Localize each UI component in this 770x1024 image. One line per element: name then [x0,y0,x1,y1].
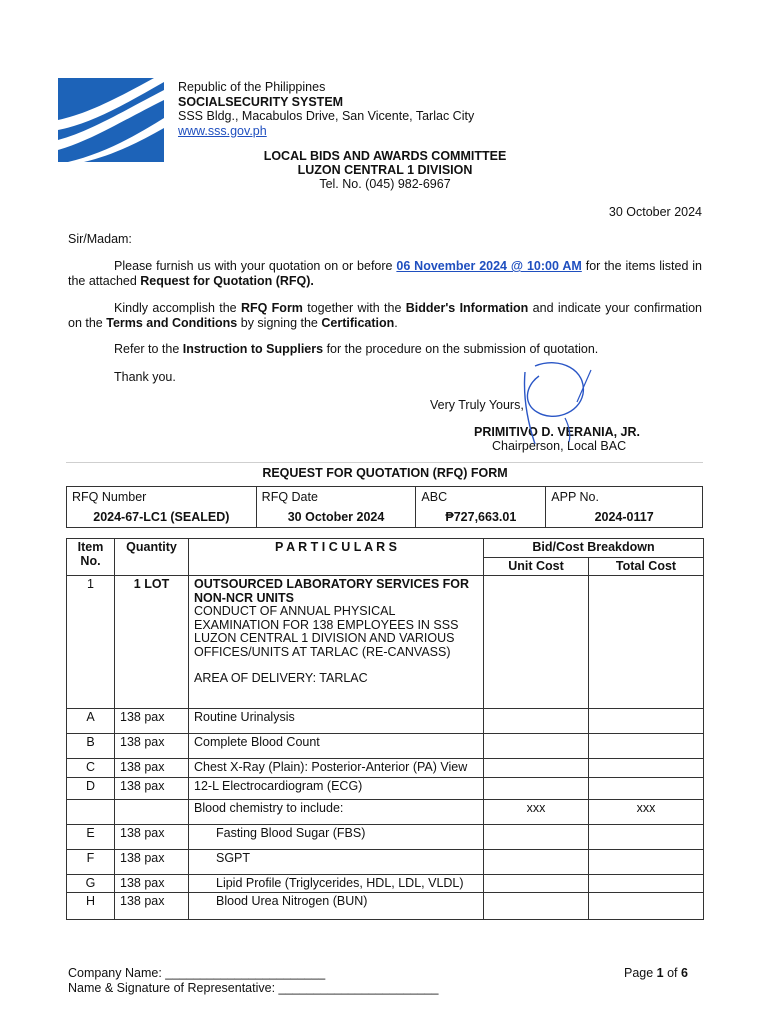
thank-you: Thank you. [114,370,176,384]
item-description: CONDUCT OF ANNUAL PHYSICAL EXAMINATION FOR 138 EMPLOYEES IN SSS LUZON CENTRAL 1 DIVISION AND VARIOUS OFFICES/UNITS AT TARLAC (RE-CANVASS) [194,604,459,659]
total-cost-cell: xxx [589,799,704,824]
item-quantity: 138 pax [115,893,189,920]
item-number: D [67,777,115,799]
item-quantity: 138 pax [115,849,189,874]
app-number: 2024-0117 [546,507,703,528]
item-quantity: 1 LOT [115,576,189,709]
unit-cost-cell [484,893,589,920]
total-cost-cell [589,709,704,734]
unit-cost-cell [484,759,589,778]
col-quantity: Quantity [115,539,189,576]
item-number [67,799,115,824]
telephone: Tel. No. (045) 982-6967 [319,177,451,191]
item-number: B [67,734,115,759]
paragraph-3: Refer to the Instruction to Suppliers for the procedure on the submission of quotation. [114,342,599,356]
unit-cost-cell: xxx [484,799,589,824]
rfq-header-table [66,486,703,528]
item-number: F [67,849,115,874]
table-row [67,709,704,734]
item-particulars: Chest X-Ray (Plain): Posterior-Anterior (PA) View [189,759,484,778]
item-quantity: 138 pax [115,824,189,849]
blood-chemistry-label: Blood chemistry to include: [189,799,484,824]
letter-date: 30 October 2024 [608,205,702,219]
col-unit-cost: Unit Cost [484,557,589,576]
item-particulars: Lipid Profile (Triglycerides, HDL, LDL, VLDL) [189,874,484,893]
item-quantity: 138 pax [115,734,189,759]
item-quantity: 138 pax [115,777,189,799]
letterhead [178,80,474,138]
item-particulars [189,576,484,709]
total-cost-cell [589,849,704,874]
unit-cost-cell [484,734,589,759]
col-particulars: P A R T I C U L A R S [189,539,484,576]
items-table [66,538,704,920]
item-quantity: 138 pax [115,759,189,778]
company-name-field[interactable]: Company Name: _______________________ [68,966,326,980]
org-address: SSS Bldg., Macabulos Drive, San Vicente, Tarlac City [178,109,475,123]
rfq-number-label: RFQ Number [67,487,257,508]
item-number: E [67,824,115,849]
total-cost-cell [589,874,704,893]
signature [505,356,595,446]
table-row [67,874,704,893]
item-particulars: Complete Blood Count [189,734,484,759]
website-link[interactable]: www.sss.gov.ph [178,123,267,138]
rfq-date: 30 October 2024 [256,507,416,528]
item-particulars: Blood Urea Nitrogen (BUN) [189,893,484,920]
item-quantity: 138 pax [115,874,189,893]
item-title: OUTSOURCED LABORATORY SERVICES FOR NON-NCR UNITS [194,577,470,605]
table-row [67,799,704,824]
unit-cost-cell [484,709,589,734]
total-cost-cell [589,576,704,709]
total-cost-cell [589,777,704,799]
app-label: APP No. [546,487,703,508]
unit-cost-cell [484,849,589,874]
unit-cost-cell [484,824,589,849]
total-cost-cell [589,759,704,778]
delivery-area: AREA OF DELIVERY: TARLAC [194,671,368,685]
unit-cost-cell [484,874,589,893]
item-number: 1 [67,576,115,709]
item-particulars: Fasting Blood Sugar (FBS) [189,824,484,849]
committee-name: LOCAL BIDS AND AWARDS COMMITTEE [263,149,507,163]
item-number: G [67,874,115,893]
item-number: C [67,759,115,778]
item-particulars: 12-L Electrocardiogram (ECG) [189,777,484,799]
signatory-name: PRIMITIVO D. VERANIA, JR. [474,425,640,439]
representative-field[interactable]: Name & Signature of Representative: _______________________ [68,981,439,995]
signatory-title: Chairperson, Local BAC [492,439,627,453]
salutation: Sir/Madam: [68,232,132,246]
item-number: H [67,893,115,920]
closing: Very Truly Yours, [430,398,524,412]
table-row [67,734,704,759]
rfq-date-label: RFQ Date [256,487,416,508]
table-row [67,759,704,778]
table-row [67,777,704,799]
divider [66,462,703,463]
paragraph-2: Kindly accomplish the RFQ Form together with the Bidder's Information and indicate your confirmation on the Terms and Conditions by signing the Certification. [68,301,702,330]
item-number: A [67,709,115,734]
item-quantity [115,799,189,824]
total-cost-cell [589,893,704,920]
item-particulars: Routine Urinalysis [189,709,484,734]
republic-line: Republic of the Philippines [178,80,326,94]
form-title: REQUEST FOR QUOTATION (RFQ) FORM [262,466,508,480]
footer [68,966,438,996]
col-breakdown: Bid/Cost Breakdown [484,539,704,558]
page-number: Page 1 of 6 [624,966,688,980]
deadline: 06 November 2024 @ 10:00 AM [396,259,582,273]
item-quantity: 138 pax [115,709,189,734]
abc-label: ABC [416,487,546,508]
item-particulars: SGPT [189,849,484,874]
table-row [67,576,704,709]
col-item: Item No. [67,539,115,576]
table-row [67,849,704,874]
abc-amount: ₱727,663.01 [416,507,546,528]
rfq-number: 2024-67-LC1 (SEALED) [67,507,257,528]
col-total-cost: Total Cost [589,557,704,576]
total-cost-cell [589,824,704,849]
table-row [67,893,704,920]
division-name: LUZON CENTRAL 1 DIVISION [297,163,473,177]
table-row [67,824,704,849]
unit-cost-cell [484,777,589,799]
total-cost-cell [589,734,704,759]
org-name: SOCIALSECURITY SYSTEM [178,94,344,109]
paragraph-1: Please furnish us with your quotation on or before 06 November 2024 @ 10:00 AM for the items listed in the attached Request for Quotation (RFQ). [68,259,703,288]
unit-cost-cell [484,576,589,709]
